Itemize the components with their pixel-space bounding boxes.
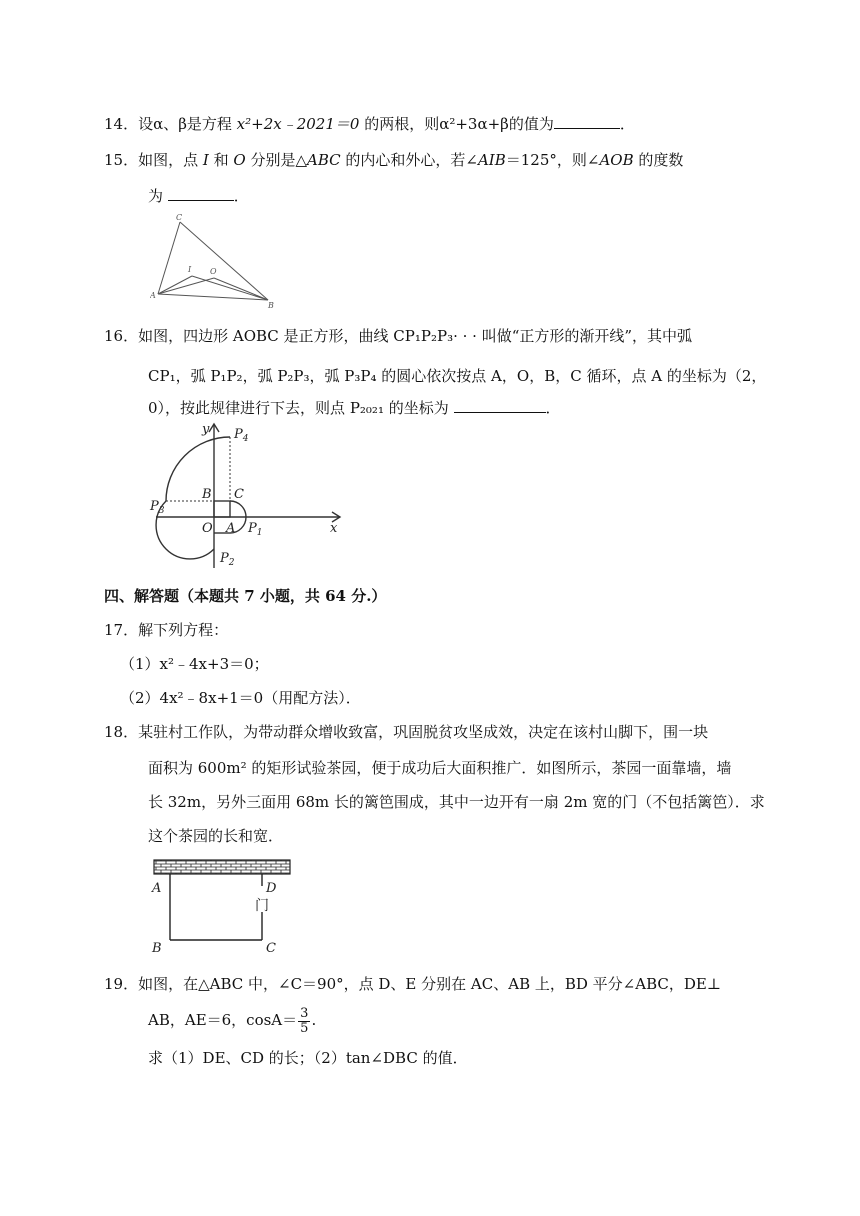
label-o: O [202,521,213,536]
label-o: O [210,267,217,276]
question-18-line2: 面积为 600m² 的矩形试验茶园，便于成功后大面积推广．如图所示，茶园一面靠墙，墙 [148,759,732,777]
section-heading: 四、解答题（本题共 7 小题，共 64 分.） [104,587,387,605]
answer-blank [454,396,546,413]
label-p3: $P_3$ [150,499,165,516]
question-19: 19．如图，在△ABC 中，∠C＝90°，点 D、E 分别在 AC、AB 上，BD 平分∠ABC，DE⊥ [104,975,721,993]
label-a: A [226,521,236,536]
label-c: C [266,941,276,956]
question-19-line2: AB，AE＝6，cosA＝ $\frac{3}{5}$ . [148,1005,317,1036]
label-b: B [268,301,274,310]
figure-q15-triangle [150,210,280,310]
question-16: 16．如图，四边形 AOBC 是正方形，曲线 CP₁P₂P₃· · · 叫做“正方形的渐开线”，其中弧 [104,327,693,345]
question-15: 15．如图，点 I 和 O 分别是△ABC 的内心和外心，若∠AIB＝125°，则∠AOB 的度数 [104,151,684,169]
answer-blank [168,184,234,201]
question-19-line3: 求（1）DE、CD 的长；（2）tan∠DBC 的值． [148,1049,468,1067]
figure-q16-involute [148,420,348,570]
label-d: D [266,881,277,896]
label-b: B [152,941,162,956]
label-a: A [150,291,156,300]
question-18-line4: 这个茶园的长和宽． [148,827,284,845]
question-number: 14． [104,115,139,133]
question-14: 14．设α、β是方程 x²+2x﹣2021＝0 的两根，则α²+3α+β的值为 ． [104,112,635,134]
question-17: 17．解下列方程： [104,621,229,639]
question-number: 19． [104,975,139,993]
label-c: C [234,487,244,502]
question-16-line3: 0），按此规律进行下去，则点 P₂₀₂₁ 的坐标为 ． [148,396,561,418]
label-i: I [188,265,192,274]
answer-blank [554,112,620,129]
figure-q18-garden [148,852,298,956]
wall [154,860,290,874]
question-number: 17． [104,621,139,639]
question-number: 18． [104,723,139,741]
question-15-line2: 为 ． [148,184,249,206]
label-p1: $P_1$ [248,521,263,538]
label-y-axis: y [202,422,210,437]
label-b: B [202,487,212,502]
question-17-part2: （2）4x²﹣8x+1＝0（用配方法）． [120,689,361,707]
door-label: 门 [255,898,269,914]
question-number: 16． [104,327,139,345]
label-a: A [152,881,162,896]
question-number: 15． [104,151,139,169]
label-p4: $P_4$ [234,427,249,444]
fraction: $\frac{3}{5}$ [300,1005,309,1036]
label-x-axis: x [330,521,338,536]
question-18-line3: 长 32m，另外三面用 68m 长的篱笆围成，其中一边开有一扇 2m 宽的门（不包括篱笆）．求 [148,793,765,811]
label-p2: $P_2$ [220,551,235,568]
question-16-line2: CP₁，弧 P₁P₂，弧 P₂P₃，弧 P₃P₄ 的圆心依次按点 A，O，B，C 循环，点 A 的坐标为（2， [148,367,767,385]
label-c: C [176,213,183,222]
question-17-part1: （1）x²﹣4x+3＝0； [120,655,269,673]
question-18: 18．某驻村工作队，为带动群众增收致富，巩固脱贫攻坚成效，决定在该村山脚下，围一块 [104,723,709,741]
equation: x²+2x﹣2021＝0 [236,115,360,133]
